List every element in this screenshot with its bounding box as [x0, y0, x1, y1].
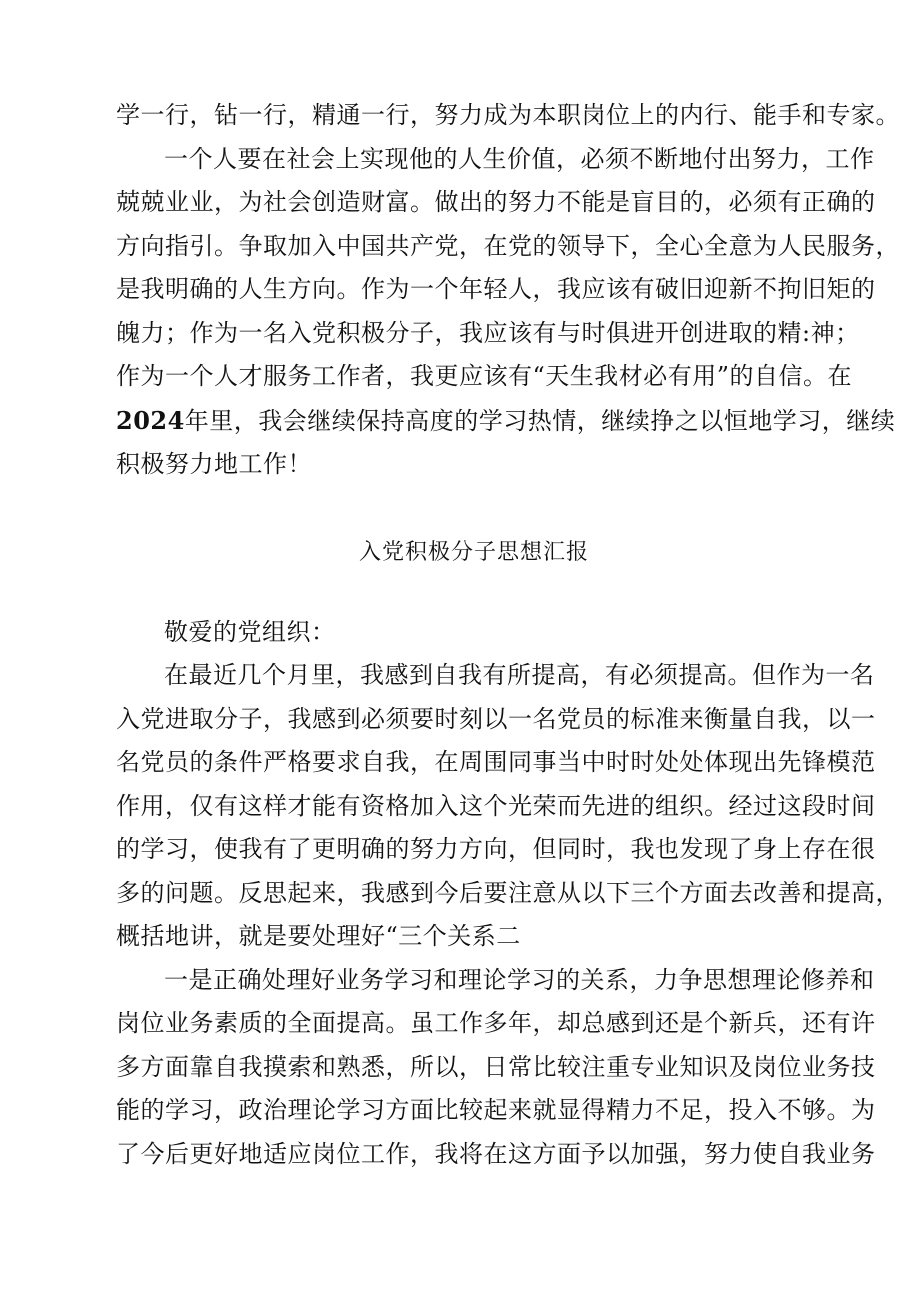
text-line: 方向指引。争取加入中国共产党，在党的领导下，全心全意为人民服务， — [116, 231, 900, 260]
paragraph-continuation — [116, 94, 900, 138]
text-line: 一个人要在社会上实现他的人生价值，必须不断地付出努力，工作 — [164, 144, 875, 173]
text-line: 兢兢业业，为社会创造财富。做出的努力不能是盲目的，必须有正确的 — [116, 188, 876, 216]
text-line: 魄力；作为一名入党积极分子，我应该有与时俱进开创进取的精:神； — [116, 318, 860, 347]
text-line: 是我明确的人生方向。作为一个年轻人，我应该有破旧迎新不拘旧矩的 — [116, 275, 876, 303]
text-line: 了今后更好地适应岗位工作，我将在这方面予以加强，努力使自我业务 — [116, 1139, 876, 1168]
text-line: 入党进取分子，我感到必须要时刻以一名党员的标准来衡量自我，以一 — [116, 704, 876, 733]
salutation: 敬爱的党组织： — [164, 617, 336, 646]
text-line: 能的学习，政治理论学习方面比较起来就显得精力不足，投入不够。为 — [116, 1096, 876, 1124]
text-line: 积极努力地工作！ — [116, 450, 312, 478]
text-line: 名党员的条件严格要求自我，在周围同事当中时时处处体现出先锋模范 — [116, 748, 876, 776]
paragraph-life-value — [116, 138, 900, 487]
paragraph-self-reflection — [116, 654, 900, 959]
text-line: 多的问题。反思起来，我感到今后要注意从以下三个方面去改善和提高， — [116, 878, 900, 907]
text-line: 作用，仅有这样才能有资格加入这个光荣而先进的组织。经过这段时间 — [116, 791, 876, 820]
text-line: 多方面靠自我摸索和熟悉，所以，日常比较注重专业知识及岗位业务技 — [116, 1052, 876, 1081]
text-line: 作为一个人才服务工作者，我更应该有“天生我材必有用”的自信。在 — [116, 362, 853, 390]
document-title: 入党积极分子思想汇报 — [358, 539, 589, 565]
text-line: 在最近几个月里，我感到自我有所提高，有必须提高。但作为一名 — [164, 661, 875, 689]
text-line-with-year — [116, 399, 896, 444]
text-line: 的学习，使我有了更明确的努力方向，但同时，我也发现了身上存在很 — [116, 835, 876, 863]
paragraph-study-relation — [116, 959, 876, 1177]
text-line: 学一行，钻一行，精通一行，努力成为本职岗位上的内行、能手和专家。 — [116, 101, 900, 129]
text-fragment: 年里，我会继续保持高度的学习热情，继续挣之以恒地学习，继续 — [184, 406, 896, 435]
text-line: 概括地讲，就是要处理好“三个关系二 — [116, 922, 521, 950]
text-line: 一是正确处理好业务学习和理论学习的关系，力争思想理论修养和 — [164, 965, 875, 994]
year-text: 2024 — [116, 405, 185, 435]
text-line: 岗位业务素质的全面提高。虽工作多年，却总感到还是个新兵，还有许 — [116, 1009, 876, 1037]
